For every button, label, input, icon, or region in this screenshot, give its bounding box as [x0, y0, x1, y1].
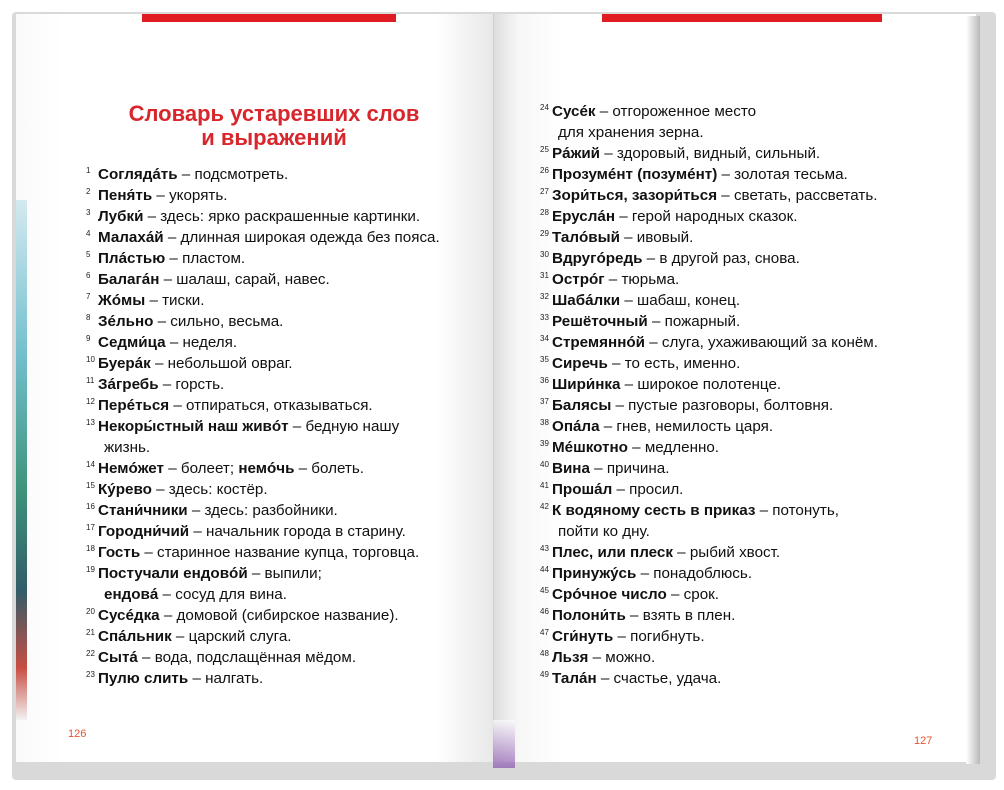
footnote-number: 9: [86, 334, 91, 343]
glossary-entry: [540, 143, 950, 164]
footnote-number: 4: [86, 229, 91, 238]
glossary-entry: [86, 668, 486, 689]
glossary-term: Стани́чники: [98, 502, 188, 519]
glossary-term: немóчь: [238, 460, 295, 477]
glossary-entry: [86, 521, 486, 542]
glossary-definition: пойти ко дну.: [558, 523, 650, 540]
footnote-number: 35: [540, 355, 549, 364]
footnote-number: 28: [540, 208, 549, 217]
glossary-term: Пулю слить: [98, 670, 189, 687]
glossary-entry: [86, 563, 486, 605]
footnote-number: 30: [540, 250, 549, 259]
footnote-number: 20: [86, 607, 95, 616]
glossary-definition: – ивовый.: [619, 229, 694, 246]
footnote-number: 43: [540, 544, 549, 553]
footnote-number: 45: [540, 586, 549, 595]
glossary-entry: [86, 647, 486, 668]
glossary-term: Стремяннóй: [552, 334, 645, 351]
glossary-entry: [86, 626, 486, 647]
glossary-definition: – царский слуга.: [171, 628, 292, 645]
glossary-entry: [86, 605, 486, 626]
glossary-definition: – медленно.: [627, 439, 720, 456]
glossary-term: Кýрево: [98, 481, 152, 498]
footnote-number: 21: [86, 628, 95, 637]
footnote-number: 41: [540, 481, 549, 490]
footnote-number: 23: [86, 670, 95, 679]
glossary-entry: [86, 269, 486, 290]
glossary-entry: [540, 458, 950, 479]
glossary-term: К водяному сесть в приказ: [552, 502, 756, 519]
glossary-list-left: [86, 164, 486, 689]
glossary-definition: – тиски.: [145, 292, 205, 309]
glossary-definition: для хранения зерна.: [558, 124, 704, 141]
glossary-definition: – горсть.: [158, 376, 225, 393]
glossary-term: Мéшкотно: [552, 439, 628, 456]
glossary-definition: – укорять.: [152, 187, 228, 204]
glossary-entry: [540, 605, 950, 626]
glossary-definition: – неделя.: [165, 334, 238, 351]
glossary-term: Зори́ться, зазори́ться: [552, 187, 718, 204]
glossary-entry: [540, 374, 950, 395]
glossary-term: Балагáн: [98, 271, 160, 288]
glossary-continuation: [552, 122, 950, 143]
glossary-term: Немóжет: [98, 460, 164, 477]
glossary-term: Полони́ть: [552, 607, 626, 624]
footnote-number: 34: [540, 334, 549, 343]
glossary-entry: [86, 374, 486, 395]
glossary-entry: [540, 479, 950, 500]
footnote-number: 40: [540, 460, 549, 469]
glossary-term: Талáн: [552, 670, 597, 687]
glossary-definition: – потонуть,: [755, 502, 839, 519]
glossary-entry: [540, 248, 950, 269]
glossary-definition: – понадоблюсь.: [636, 565, 753, 582]
glossary-entry: [86, 227, 486, 248]
glossary-definition: – сосуд для вина.: [158, 586, 287, 603]
glossary-entry: [540, 311, 950, 332]
glossary-term: Льзя: [552, 649, 589, 666]
footnote-number: 16: [86, 502, 95, 511]
footnote-number: 17: [86, 523, 95, 532]
glossary-term: Малахáй: [98, 229, 164, 246]
glossary-entry: [540, 395, 950, 416]
glossary-definition: – вода, подслащённая мёдом.: [137, 649, 357, 666]
glossary-definition: – начальник города в старину.: [189, 523, 406, 540]
glossary-term: Вина: [552, 460, 590, 477]
glossary-entry: [540, 353, 950, 374]
footnote-number: 26: [540, 166, 549, 175]
glossary-entry: [540, 185, 950, 206]
glossary-continuation: [98, 584, 486, 605]
glossary-term: Вдругóредь: [552, 250, 643, 267]
glossary-entry: [86, 185, 486, 206]
glossary-term: Буерáк: [98, 355, 151, 372]
glossary-entry: [86, 164, 486, 185]
glossary-definition: – шабаш, конец.: [620, 292, 741, 309]
glossary-entry: [540, 668, 950, 689]
glossary-definition: – здесь: разбойники.: [187, 502, 338, 519]
footnote-number: 32: [540, 292, 549, 301]
glossary-term: Седми́ца: [98, 334, 166, 351]
glossary-definition: – взять в плен.: [625, 607, 736, 624]
footnote-number: 6: [86, 271, 91, 280]
glossary-definition: жизнь.: [104, 439, 151, 456]
glossary-term: Плес, или плеск: [552, 544, 673, 561]
glossary-definition: – отгороженное место: [595, 103, 757, 120]
glossary-term: Зáгребь: [98, 376, 159, 393]
glossary-definition: – шалаш, сарай, навес.: [159, 271, 330, 288]
glossary-definition: – пустые разговоры, болтовня.: [611, 397, 834, 414]
glossary-definition: – рыбий хвост.: [672, 544, 781, 561]
spine-shadow: [493, 720, 515, 768]
left-page-red-band: [142, 14, 396, 22]
glossary-term: Прозумéнт (позумéнт): [552, 166, 718, 183]
glossary-term: Зéльно: [98, 313, 154, 330]
glossary-definition: – пластом.: [165, 250, 246, 267]
left-edge-illustration-strip: [16, 200, 27, 720]
glossary-term: Некоры́стный наш живóт: [98, 418, 289, 435]
glossary-entry: [540, 542, 950, 563]
footnote-number: 27: [540, 187, 549, 196]
glossary-term: ендовá: [104, 586, 159, 603]
glossary-entry: [86, 332, 486, 353]
glossary-term: Срóчное число: [552, 586, 667, 603]
glossary-entry: [86, 395, 486, 416]
footnote-number: 25: [540, 145, 549, 154]
glossary-definition: – гнев, немилость царя.: [599, 418, 774, 435]
glossary-definition: – срок.: [666, 586, 720, 603]
glossary-definition: – герой народных сказок.: [615, 208, 798, 225]
footnote-number: 2: [86, 187, 91, 196]
glossary-definition: – домовой (сибирское название).: [159, 607, 399, 624]
footnote-number: 36: [540, 376, 549, 385]
glossary-entry: [540, 164, 950, 185]
glossary-definition: – бедную нашу: [288, 418, 400, 435]
glossary-definition: – сильно, весьма.: [153, 313, 284, 330]
glossary-continuation: [98, 437, 486, 458]
footnote-number: 18: [86, 544, 95, 553]
glossary-term: Прошáл: [552, 481, 613, 498]
glossary-definition: – слуга, ухаживающий за конём.: [645, 334, 878, 351]
footnote-number: 10: [86, 355, 95, 364]
glossary-definition: – просил.: [612, 481, 684, 498]
glossary-definition: – погибнуть.: [613, 628, 705, 645]
glossary-definition: – светать, рассветать.: [717, 187, 878, 204]
glossary-entry: [86, 479, 486, 500]
footnote-number: 38: [540, 418, 549, 427]
footnote-number: 19: [86, 565, 95, 574]
glossary-entry: [540, 437, 950, 458]
glossary-definition: – здесь: ярко раскрашенные картинки.: [143, 208, 421, 225]
footnote-number: 24: [540, 103, 549, 112]
glossary-term: Сги́нуть: [552, 628, 614, 645]
glossary-term: Шири́нка: [552, 376, 621, 393]
page-title: [120, 102, 428, 150]
glossary-entry: [86, 206, 486, 227]
glossary-term: Сусéк: [552, 103, 596, 120]
glossary-entry: [86, 311, 486, 332]
glossary-term: Постучали ендовóй: [98, 565, 248, 582]
glossary-entry: [540, 206, 950, 227]
page-number-right: 127: [914, 735, 933, 747]
title-line-2: и выражений: [201, 125, 347, 150]
glossary-term: Острóг: [552, 271, 605, 288]
glossary-term: Плáстью: [98, 250, 166, 267]
glossary-entry: [86, 500, 486, 521]
glossary-entry: [540, 626, 950, 647]
footnote-number: 39: [540, 439, 549, 448]
footnote-number: 15: [86, 481, 95, 490]
footnote-number: 7: [86, 292, 91, 301]
glossary-entry: [540, 584, 950, 605]
glossary-entry: [540, 647, 950, 668]
glossary-definition: – налгать.: [188, 670, 264, 687]
glossary-definition: – то есть, именно.: [607, 355, 741, 372]
glossary-continuation: [552, 521, 950, 542]
footnote-number: 47: [540, 628, 549, 637]
glossary-entry: [540, 269, 950, 290]
glossary-term: Перéться: [98, 397, 170, 414]
glossary-definition: – выпили;: [247, 565, 322, 582]
footnote-number: 37: [540, 397, 549, 406]
glossary-entry: [540, 416, 950, 437]
glossary-term: Шабáлки: [552, 292, 621, 309]
glossary-term: Решёточный: [552, 313, 648, 330]
glossary-term: Городни́чий: [98, 523, 190, 540]
footnote-number: 22: [86, 649, 95, 658]
footnote-number: 48: [540, 649, 549, 658]
glossary-term: Сусéдка: [98, 607, 160, 624]
footnote-number: 3: [86, 208, 91, 217]
glossary-definition: – здесь: костёр.: [151, 481, 268, 498]
glossary-list-right: [540, 101, 950, 689]
footnote-number: 31: [540, 271, 549, 280]
glossary-entry: [540, 290, 950, 311]
glossary-entry: [86, 416, 486, 458]
glossary-definition: – в другой раз, снова.: [642, 250, 800, 267]
glossary-term: Рáжий: [552, 145, 601, 162]
footnote-number: 11: [86, 376, 95, 385]
glossary-definition: – болеть.: [294, 460, 365, 477]
footnote-number: 44: [540, 565, 549, 574]
glossary-entry: [86, 542, 486, 563]
glossary-definition: – старинное название купца, торговца.: [140, 544, 420, 561]
glossary-term: Гость: [98, 544, 141, 561]
right-page-edge: [966, 16, 980, 764]
glossary-definition: – причина.: [589, 460, 670, 477]
glossary-definition: – золотая тесьма.: [717, 166, 848, 183]
glossary-definition: – подсмотреть.: [177, 166, 289, 183]
glossary-definition: – можно.: [588, 649, 656, 666]
footnote-number: 49: [540, 670, 549, 679]
glossary-definition: – небольшой овраг.: [150, 355, 293, 372]
glossary-entry: [540, 500, 950, 542]
glossary-term: Принужýсь: [552, 565, 637, 582]
right-page-red-band: [602, 14, 882, 22]
glossary-definition: – тюрьма.: [604, 271, 680, 288]
glossary-term: Опáла: [552, 418, 600, 435]
glossary-term: Сытá: [98, 649, 138, 666]
glossary-term: Еруслáн: [552, 208, 615, 225]
footnote-number: 8: [86, 313, 91, 322]
glossary-entry: [540, 563, 950, 584]
glossary-term: Лубки́: [98, 208, 144, 225]
glossary-entry: [540, 101, 950, 143]
glossary-entry: [540, 332, 950, 353]
glossary-term: Соглядáть: [98, 166, 178, 183]
glossary-definition: – пожарный.: [647, 313, 741, 330]
glossary-definition: – счастье, удача.: [596, 670, 722, 687]
glossary-term: Пеня́ть: [98, 187, 153, 204]
glossary-definition: – здоровый, видный, сильный.: [600, 145, 821, 162]
glossary-definition: – болеет;: [163, 460, 239, 477]
glossary-term: Сиречь: [552, 355, 608, 372]
footnote-number: 13: [86, 418, 95, 427]
glossary-definition: – длинная широкая одежда без пояса.: [163, 229, 440, 246]
footnote-number: 12: [86, 397, 95, 406]
glossary-entry: [540, 227, 950, 248]
glossary-entry: [86, 458, 486, 479]
page-number-left: 126: [68, 728, 87, 740]
glossary-entry: [86, 248, 486, 269]
footnote-number: 46: [540, 607, 549, 616]
footnote-number: 1: [86, 166, 91, 175]
glossary-term: Спáльник: [98, 628, 172, 645]
glossary-entry: [86, 290, 486, 311]
footnote-number: 29: [540, 229, 549, 238]
glossary-term: Жóмы: [98, 292, 146, 309]
footnote-number: 42: [540, 502, 549, 511]
glossary-term: Балясы: [552, 397, 612, 414]
title-line-1: Словарь устаревших слов: [128, 101, 420, 126]
footnote-number: 14: [86, 460, 95, 469]
glossary-term: Талóвый: [552, 229, 620, 246]
footnote-number: 33: [540, 313, 549, 322]
glossary-definition: – отпираться, отказываться.: [169, 397, 373, 414]
glossary-entry: [86, 353, 486, 374]
glossary-definition: – широкое полотенце.: [620, 376, 782, 393]
footnote-number: 5: [86, 250, 91, 259]
